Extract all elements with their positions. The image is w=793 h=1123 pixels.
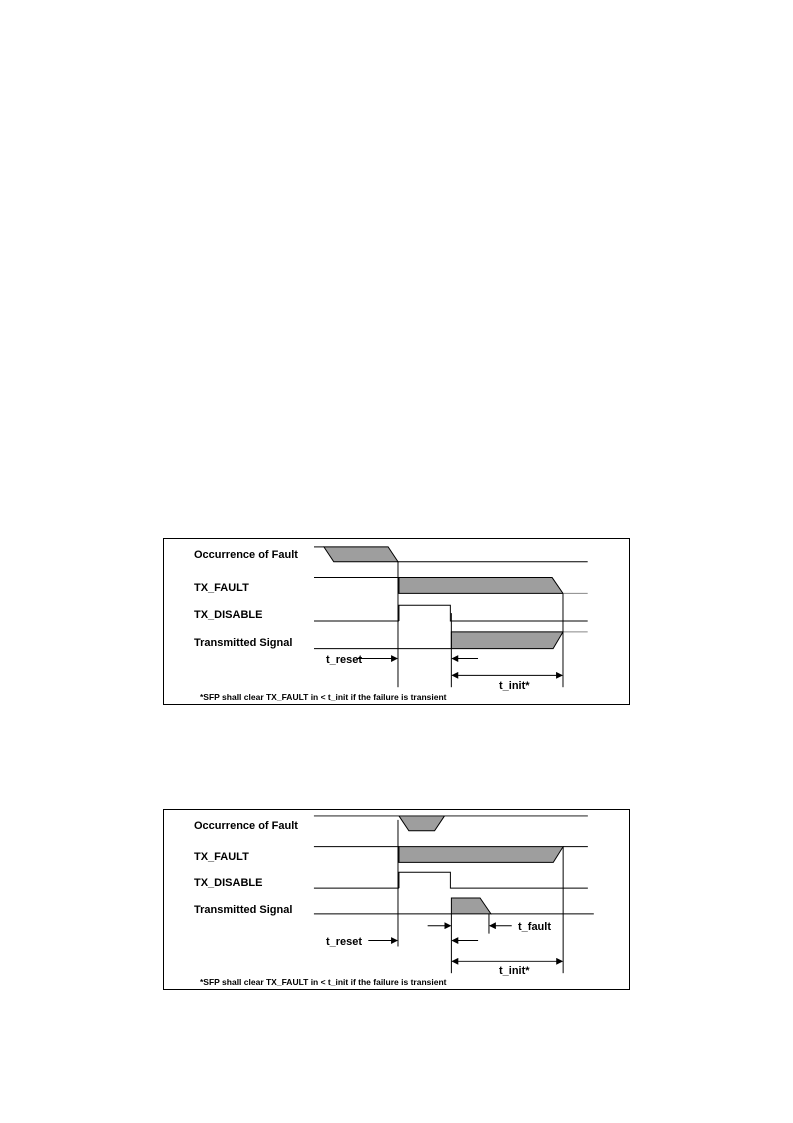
- label-transmitted-signal: Transmitted Signal: [194, 637, 293, 649]
- tx-fault-high: [399, 578, 563, 594]
- label-t-fault: t_fault: [518, 921, 551, 933]
- label-tx-disable: TX_DISABLE: [194, 609, 263, 621]
- label-t-reset: t_reset: [326, 936, 363, 948]
- fault-pulse: [324, 547, 398, 562]
- label-tx-fault: TX_FAULT: [194, 582, 249, 594]
- label-tx-fault: TX_FAULT: [194, 851, 249, 863]
- label-occurrence-of-fault: Occurrence of Fault: [194, 820, 298, 832]
- tx-disable-pulse: [399, 872, 588, 888]
- timing-diagram-fault-cleared: [163, 809, 630, 990]
- label-occurrence-of-fault: Occurrence of Fault: [194, 549, 298, 561]
- transmitted-signal: [451, 898, 491, 914]
- timing-diagram-2-graphic: [164, 810, 629, 989]
- label-tx-disable: TX_DISABLE: [194, 877, 263, 889]
- tx-disable-pulse: [399, 605, 588, 621]
- label-t-init: t_init*: [499, 680, 530, 692]
- transmitted-signal: [451, 632, 563, 649]
- timing-diagram-transient-fault: [163, 538, 630, 705]
- fault-pulse: [399, 816, 444, 831]
- label-transmitted-signal: Transmitted Signal: [194, 904, 293, 916]
- label-t-reset: t_reset: [326, 654, 363, 666]
- footnote: *SFP shall clear TX_FAULT in < t_init if the failure is transient: [200, 692, 447, 702]
- timing-diagram-1-graphic: [164, 539, 629, 704]
- footnote: *SFP shall clear TX_FAULT in < t_init if the failure is transient: [200, 977, 447, 987]
- label-t-init: t_init*: [499, 965, 530, 977]
- tx-fault-high: [399, 847, 563, 863]
